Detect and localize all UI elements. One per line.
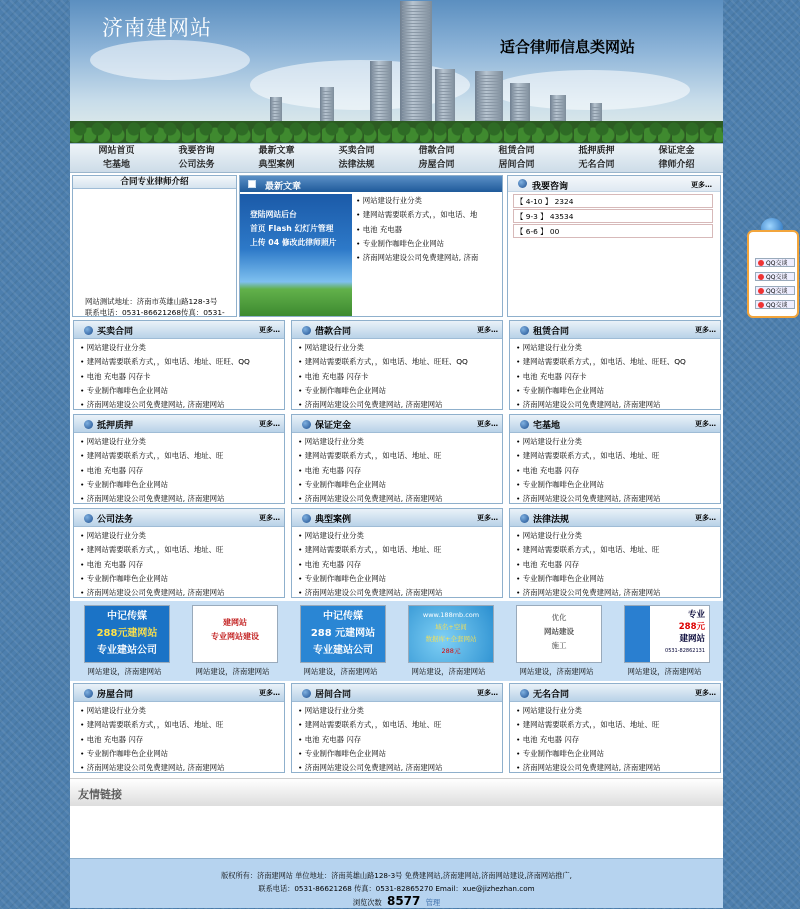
ad-cell[interactable] [610, 601, 710, 681]
ad-text: 专业建站公司 [97, 645, 157, 656]
ad-text: 建网站 [679, 634, 705, 644]
list-item[interactable]: • 专业制作咖啡色企业网站 [298, 747, 502, 761]
list-item[interactable]: • 电池 充电器 闪存 [80, 733, 284, 747]
ad-text: 专业网站建设 [211, 632, 259, 641]
list-item[interactable]: • 专业制作咖啡色企业网站 [298, 478, 502, 492]
list-item[interactable]: • 建网站需要联系方式，，如电话、地址、旺 [516, 543, 720, 557]
section-header [510, 509, 720, 527]
ad-image [624, 605, 710, 663]
consult-header [508, 176, 720, 192]
news-panel [239, 175, 503, 317]
list-item[interactable]: • 建网站需要联系方式，，如电话、地址、旺 [80, 449, 284, 463]
news-title: 最新文章 [265, 182, 302, 192]
ad-image [408, 605, 494, 663]
ad-cell[interactable] [286, 601, 386, 681]
ad-caption[interactable]: 网站建设，济南建网站 [303, 667, 378, 676]
list-item[interactable]: • 网站建设行业分类 [356, 194, 502, 208]
ad-text: 中记传媒 [323, 611, 363, 622]
section-list [292, 702, 502, 775]
ad-text: www.188mb.com [422, 611, 480, 619]
bullet-icon [518, 179, 527, 188]
flash-caption [250, 208, 336, 250]
section-list [292, 527, 502, 600]
list-item[interactable]: • 网站建设行业分类 [516, 435, 720, 449]
qq-panel [747, 230, 799, 318]
section-title: 法律法规 [520, 512, 569, 525]
section-panel [291, 683, 503, 773]
ad-text: 专业建站公司 [313, 645, 373, 656]
ad-image [84, 605, 170, 663]
list-item[interactable]: • 济南网站建设公司免费建网站, 济南建网站 [80, 761, 284, 775]
ad-cell[interactable] [70, 601, 170, 681]
ad-text: 288元 [678, 622, 705, 632]
ad-text: 288元建网站 [96, 628, 158, 639]
more-link[interactable]: 更多… [477, 420, 498, 428]
section-list [74, 433, 284, 506]
intro-phone: 联系电话：0531-86621268传真：0531- [85, 308, 225, 316]
list-item[interactable]: • 专业制作咖啡色企业网站 [298, 572, 502, 586]
ad-caption[interactable]: 网站建设，济南建网站 [627, 667, 702, 676]
list-item[interactable]: • 建网站需要联系方式，，如电话、地址、旺 [298, 718, 502, 732]
list-item[interactable]: • 建网站需要联系方式，，如电话、地址、旺 [516, 449, 720, 463]
tree-line [70, 121, 723, 143]
more-link[interactable]: 更多… [259, 326, 280, 334]
consult-item[interactable]: 【 6-6 】 00 [513, 224, 713, 238]
list-item[interactable]: • 建网站需要联系方式，，如电话、地址、旺 [80, 718, 284, 732]
ad-image [516, 605, 602, 663]
list-item[interactable]: • 专业制作咖啡色企业网站 [80, 747, 284, 761]
section-panel [509, 683, 721, 773]
list-item[interactable]: • 电池 充电器 闪存 [516, 464, 720, 478]
list-item[interactable]: • 济南网站建设公司免费建网站, 济南建网站 [516, 398, 720, 412]
section-header [510, 684, 720, 702]
list-item[interactable]: • 建网站需要联系方式，，如电话、地址、旺 [80, 543, 284, 557]
ad-caption[interactable]: 网站建设，济南建网站 [195, 667, 270, 676]
ad-caption[interactable]: 网站建设，济南建网站 [519, 667, 594, 676]
list-item[interactable]: • 电池 充电器 [356, 223, 502, 237]
list-item[interactable]: • 专业制作咖啡色企业网站 [298, 384, 502, 398]
nav-item-home[interactable]: 网站首页 [98, 146, 135, 156]
list-item[interactable]: • 建网站需要联系方式，，如电话、地址、旺旺、QQ [298, 355, 502, 369]
qq-chat-button[interactable]: QQ交谈 [755, 286, 795, 295]
site-title: 济南建网站 [102, 16, 212, 40]
nav-item-lease[interactable]: 租赁合同 [498, 146, 535, 156]
list-item[interactable]: • 网站建设行业分类 [516, 529, 720, 543]
nav-item-consult[interactable]: 我要咨询 [178, 146, 215, 156]
news-icon [248, 180, 256, 188]
footer-visits [70, 895, 723, 909]
main-nav [70, 143, 723, 173]
list-item[interactable]: • 建网站需要联系方式，，如电话、地址、旺旺、QQ [80, 355, 284, 369]
ad-text: 域名+空间 [435, 623, 467, 631]
qq-chat-button[interactable]: QQ交谈 [755, 300, 795, 309]
list-item[interactable]: • 电池 充电器 闪存 [298, 733, 502, 747]
list-item[interactable]: • 专业制作咖啡色企业网站 [516, 478, 720, 492]
ad-text: 专业 [687, 610, 705, 620]
list-item[interactable]: • 专业制作咖啡色企业网站 [80, 384, 284, 398]
nav-item-unnamed[interactable]: 无名合同 [578, 160, 615, 170]
nav-item-sales[interactable]: 买卖合同 [338, 146, 375, 156]
consult-item[interactable]: 【 9-3 】 43534 [513, 209, 713, 223]
section-title: 借款合同 [302, 324, 351, 337]
consult-title: 我要咨询 [532, 182, 569, 192]
list-item[interactable]: • 建网站需要联系方式，，如电话、地址、旺 [298, 449, 502, 463]
list-item[interactable]: • 电池 充电器 闪存 [516, 733, 720, 747]
nav-item-homestead[interactable]: 宅基地 [102, 160, 130, 170]
list-item[interactable]: • 网站建设行业分类 [516, 704, 720, 718]
list-item[interactable]: • 济南网站建设公司免费建网站, 济南建网站 [80, 492, 284, 506]
news-header [240, 176, 502, 192]
qq-float-panel [747, 218, 799, 318]
section-header [510, 415, 720, 433]
section-header [510, 321, 720, 339]
section-header [74, 321, 284, 339]
ad-image [192, 605, 278, 663]
more-link[interactable]: 更多… [259, 514, 280, 522]
section-panel [73, 683, 285, 773]
ad-text: 288元 [441, 647, 461, 655]
more-link[interactable]: 更多… [695, 420, 716, 428]
list-item[interactable]: • 建网站需要联系方式，，如电话、地址、旺 [516, 718, 720, 732]
admin-link[interactable]: 管理 [425, 898, 441, 907]
section-panel [73, 320, 285, 410]
section-panel [509, 414, 721, 504]
list-item[interactable]: • 电池 充电器 闪存 [516, 558, 720, 572]
footer-copyright: 版权所有：济南建网站 单位地址：济南英雄山路128-3号 免费建网站,济南建网站,济南网站建设,济南网站推广, [221, 871, 572, 880]
more-link[interactable]: 更多… [477, 326, 498, 334]
list-item[interactable]: • 电池 充电器 闪存卡 [298, 370, 502, 384]
section-header [292, 509, 502, 527]
qq-chat-button[interactable]: QQ交谈 [755, 258, 795, 267]
list-item[interactable]: • 济南网站建设公司免费建网站, 济南建网站 [80, 586, 284, 600]
ad-cell[interactable] [502, 601, 602, 681]
section-header [292, 415, 502, 433]
nav-item-housing[interactable]: 房屋合同 [418, 160, 455, 170]
more-link[interactable]: 更多… [259, 689, 280, 697]
site-slogan: 适合律师信息类网站 [500, 38, 636, 56]
friend-links-bar [70, 778, 723, 806]
more-link[interactable]: 更多… [477, 689, 498, 697]
visits-count: 8577 [386, 894, 421, 908]
section-title: 宅基地 [520, 418, 560, 431]
section-header [292, 321, 502, 339]
more-link[interactable]: 更多… [259, 420, 280, 428]
section-title: 典型案例 [302, 512, 351, 525]
section-title: 买卖合同 [84, 324, 133, 337]
ad-text: 288 元建网站 [310, 628, 376, 639]
list-item[interactable]: • 网站建设行业分类 [80, 529, 284, 543]
ad-caption[interactable]: 网站建设，济南建网站 [411, 667, 486, 676]
consult-panel [507, 175, 721, 317]
list-item[interactable]: • 网站建设行业分类 [516, 341, 720, 355]
section-list [74, 702, 284, 775]
list-item[interactable]: • 专业制作咖啡色企业网站 [516, 384, 720, 398]
section-title: 房屋合同 [84, 687, 133, 700]
ad-text: 建网站 [223, 618, 247, 627]
ad-text: 施工 [551, 641, 567, 650]
list-item[interactable]: • 济南网站建设公司免费建网站, 济南建网站 [298, 761, 502, 775]
section-header [74, 509, 284, 527]
section-list [510, 433, 720, 506]
list-item[interactable]: • 济南网站建设公司免费建网站, 济南建网站 [298, 398, 502, 412]
section-list [292, 433, 502, 506]
section-title: 保证定金 [302, 418, 351, 431]
list-item[interactable]: • 网站建设行业分类 [298, 435, 502, 449]
header-banner [70, 0, 723, 143]
friend-links-title: 友情链接 [78, 788, 122, 801]
list-item[interactable]: • 电池 充电器 闪存 [298, 558, 502, 572]
list-item[interactable]: • 建网站需要联系方式，，如电话、地 [356, 208, 502, 222]
list-item[interactable]: • 专业制作咖啡色企业网站 [516, 572, 720, 586]
more-link[interactable]: 更多… [695, 689, 716, 697]
consult-item[interactable]: 【 4-10 】 2324 [513, 194, 713, 208]
list-item[interactable]: • 网站建设行业分类 [298, 704, 502, 718]
section-panel [291, 414, 503, 504]
consult-more-link[interactable]: 更多… [691, 181, 712, 189]
list-item[interactable]: • 济南网站建设公司免费建网站, 济南建网站 [80, 398, 284, 412]
ad-text: 0531-82862131 [665, 648, 705, 654]
ad-cell[interactable] [178, 601, 278, 681]
ad-caption[interactable]: 网站建设，济南建网站 [87, 667, 162, 676]
list-item[interactable]: • 济南网站建设公司免费建网站, 济南建网站 [516, 586, 720, 600]
nav-item-mortgage[interactable]: 抵押质押 [578, 146, 615, 156]
list-item[interactable]: • 网站建设行业分类 [80, 704, 284, 718]
more-link[interactable]: 更多… [477, 514, 498, 522]
nav-item-cases[interactable]: 典型案例 [258, 160, 295, 170]
list-item[interactable]: • 电池 充电器 闪存卡 [516, 370, 720, 384]
list-item[interactable]: • 建网站需要联系方式，，如电话、地址、旺 [298, 543, 502, 557]
section-list [74, 527, 284, 600]
footer-contact: 联系电话：0531-86621268 传真：0531-82865270 Email：xue@jizhezhan.com [258, 884, 535, 893]
intro-contact [85, 296, 235, 316]
list-item[interactable]: • 网站建设行业分类 [298, 529, 502, 543]
list-item[interactable]: • 济南网站建设公司免费建网站, 济南建网站 [298, 492, 502, 506]
section-list [292, 339, 502, 412]
list-item[interactable]: • 专业制作咖啡色企业网站 [80, 478, 284, 492]
list-item[interactable]: • 济南网站建设公司免费建网站, 济南建网站 [516, 761, 720, 775]
list-item[interactable]: • 济南网站建设公司免费建网站, 济南 [356, 251, 502, 265]
ad-cell[interactable] [394, 601, 494, 681]
nav-item-laws[interactable]: 法律法规 [338, 160, 375, 170]
intro-title: 合同专业律师介绍 [73, 176, 236, 189]
visits-label: 浏览次数 [352, 898, 382, 907]
list-item[interactable]: • 电池 充电器 闪存 [80, 558, 284, 572]
section-title: 租赁合同 [520, 324, 569, 337]
section-title: 公司法务 [84, 512, 133, 525]
list-item[interactable]: • 电池 充电器 闪存卡 [80, 370, 284, 384]
section-list [510, 527, 720, 600]
list-item[interactable]: • 专业制作咖啡色企业网站 [356, 237, 502, 251]
ad-strip [70, 601, 723, 681]
list-item[interactable]: • 建网站需要联系方式，，如电话、地址、旺旺、QQ [516, 355, 720, 369]
section-title: 无名合同 [520, 687, 569, 700]
qq-chat-button[interactable]: QQ交谈 [755, 272, 795, 281]
more-link[interactable]: 更多… [695, 326, 716, 334]
nav-item-loan[interactable]: 借款合同 [418, 146, 455, 156]
ad-image [300, 605, 386, 663]
nav-item-guarantee[interactable]: 保证定金 [658, 146, 695, 156]
list-item[interactable]: • 济南网站建设公司免费建网站, 济南建网站 [516, 492, 720, 506]
ad-text: 网站建设 [544, 627, 574, 636]
section-title: 居间合同 [302, 687, 351, 700]
section-panel [73, 508, 285, 598]
list-item[interactable]: • 电池 充电器 闪存 [298, 464, 502, 478]
ad-text: 中记传媒 [107, 611, 147, 622]
section-list [510, 702, 720, 775]
page-container [70, 0, 723, 908]
flash-line: 上传 04 修改此律师照片 [250, 238, 337, 247]
section-header [74, 684, 284, 702]
section-title: 抵押质押 [84, 418, 133, 431]
nav-item-corporate[interactable]: 公司法务 [178, 160, 215, 170]
flash-line: 登陆网站后台 [250, 210, 297, 219]
nav-item-lawyer[interactable]: 律师介绍 [658, 160, 695, 170]
section-list [510, 339, 720, 412]
footer [70, 858, 723, 908]
nav-item-brokerage[interactable]: 居间合同 [498, 160, 535, 170]
list-item[interactable]: • 专业制作咖啡色企业网站 [516, 747, 720, 761]
section-panel [291, 508, 503, 598]
flash-slideshow[interactable] [240, 194, 352, 316]
list-item[interactable]: • 网站建设行业分类 [298, 341, 502, 355]
intro-address: 网站测试地址：济南市英雄山路128-3号 [85, 297, 218, 306]
news-list [352, 192, 502, 265]
more-link[interactable]: 更多… [695, 514, 716, 522]
list-item[interactable]: • 网站建设行业分类 [80, 341, 284, 355]
list-item[interactable]: • 济南网站建设公司免费建网站, 济南建网站 [298, 586, 502, 600]
section-panel [291, 320, 503, 410]
section-header [74, 415, 284, 433]
ad-text: 优化 [551, 613, 567, 622]
consult-list [513, 194, 713, 238]
list-item[interactable]: • 网站建设行业分类 [80, 435, 284, 449]
list-item[interactable]: • 电池 充电器 闪存 [80, 464, 284, 478]
intro-panel [72, 175, 237, 317]
section-panel [73, 414, 285, 504]
section-panel [509, 320, 721, 410]
section-header [292, 684, 502, 702]
nav-item-latest[interactable]: 最新文章 [258, 146, 295, 156]
section-panel [509, 508, 721, 598]
flash-line: 首页 Flash 幻灯片管理 [250, 224, 334, 233]
section-list [74, 339, 284, 412]
list-item[interactable]: • 专业制作咖啡色企业网站 [80, 572, 284, 586]
ad-text: 数据库+全套网站 [425, 635, 477, 643]
